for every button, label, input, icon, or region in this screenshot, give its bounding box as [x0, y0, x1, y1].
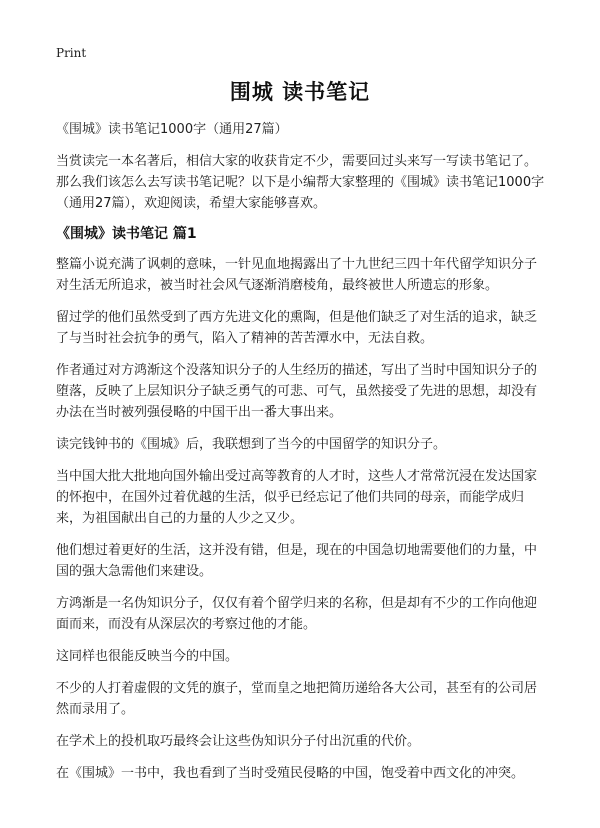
paragraph: 作者通过对方鸿渐这个没落知识分子的人生经历的描述，写出了当时中国知识分子的堕落，反映了上层知识分子缺乏勇气的可悲、可气，虽然接受了先进的思想，却没有办法在当时被列强侵略的中国干出一番大事出来。: [56, 363, 538, 420]
paragraph: 这同样也很能反映当今的中国。: [56, 649, 239, 664]
paragraph: 留过学的他们虽然受到了西方先进文化的熏陶，但是他们缺乏了对生活的追求，缺乏了与当时社会抗争的勇气，陷入了精神的苦苦潭水中，无法自救。: [56, 310, 538, 346]
intro-paragraph: 当赏读完一本名著后，相信大家的收获肯定不少，需要回过头来写一写读书笔记了。那么我们该怎么去写读书笔记呢？以下是小编帮大家整理的《围城》读书笔记1000字（通用27篇），欢迎阅读，希望大家能够喜欢。: [56, 154, 545, 211]
paragraph: 方鸿渐是一名伪知识分子，仅仅有着个留学归来的名称，但是却有不少的工作向他迎面而来，而没有从深层次的考察过他的才能。: [56, 596, 538, 632]
paragraph: 不少的人打着虚假的文凭的旗子，堂而皇之地把简历递给各大公司，甚至有的公司居然而录用了。: [56, 681, 538, 717]
article-body: [56, 120, 548, 795]
article-subtitle: 《围城》读书笔记1000字（通用27篇）: [56, 122, 288, 137]
page-title: 围城 读书笔记: [229, 80, 371, 104]
print-link[interactable]: Print: [56, 46, 87, 60]
paragraph: 他们想过着更好的生活，这并没有错，但是，现在的中国急切地需要他们的力量，中国的强大急需他们来建设。: [56, 543, 538, 579]
paragraph: 在学术上的投机取巧最终会让这些伪知识分子付出沉重的代价。: [56, 734, 421, 749]
paragraph: 当中国大批大批地向国外输出受过高等教育的人才时，这些人才常常沉浸在发达国家的怀抱中，在国外过着优越的生活，似乎已经忘记了他们共同的母亲，而能学成归来，为祖国献出自己的力量的人少之又少。: [56, 469, 538, 526]
paragraph: 整篇小说充满了讽刺的意味，一针见血地揭露出了十九世纪三四十年代留学知识分子对生活无所追求，被当时社会风气逐渐消磨棱角，最终被世人所遗忘的形象。: [56, 257, 538, 293]
section-heading: 《围城》读书笔记 篇1: [56, 226, 197, 242]
paragraph: 在《围城》一书中，我也看到了当时受殖民侵略的中国，饱受着中西文化的冲突。: [56, 766, 525, 781]
paragraph: 读完钱钟书的《围城》后，我联想到了当今的中国留学的知识分子。: [56, 437, 447, 452]
